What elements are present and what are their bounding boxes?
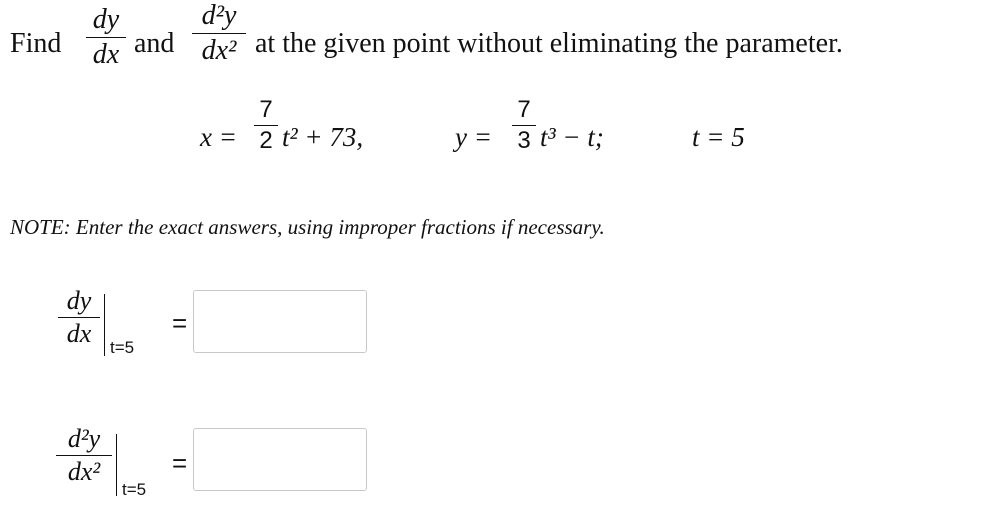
dy-dx-fraction (86, 6, 126, 69)
x-coefficient-fraction (254, 98, 278, 153)
fraction-numerator: dy (92, 4, 120, 35)
fraction-denominator: dx (92, 39, 120, 70)
y-lhs: y = (455, 122, 492, 152)
evaluation-point: t=5 (122, 480, 147, 499)
instruction-text: at the given point without eliminating the parameter. (255, 28, 843, 59)
first-derivative-answer-input[interactable] (193, 290, 367, 353)
answer-dy-dx-fraction (58, 288, 100, 347)
second-derivative-answer-input[interactable] (193, 428, 367, 491)
fraction-denominator: 2 (259, 127, 273, 154)
note-text: NOTE: Enter the exact answers, using improper fractions if necessary. (10, 215, 605, 239)
fraction-numerator: dy (66, 286, 92, 315)
fraction-numerator: d²y (201, 0, 237, 31)
evaluation-bar (104, 294, 105, 356)
fraction-denominator: dx (66, 319, 92, 348)
equals-sign: = (172, 448, 188, 478)
x-lhs: x = (200, 122, 237, 152)
evaluation-point: t=5 (110, 338, 135, 357)
fraction-numerator: 7 (259, 96, 273, 123)
fraction-numerator: 7 (517, 96, 531, 123)
y-coefficient-fraction (512, 98, 536, 153)
x-rhs: t² + 73, (282, 122, 364, 152)
fraction-numerator: d²y (67, 424, 101, 453)
fraction-denominator: 3 (517, 127, 531, 154)
and-word: and (134, 28, 175, 59)
t-value: t = 5 (692, 122, 745, 152)
answer-d2y-dx2-fraction (56, 426, 112, 485)
y-rhs: t³ − t; (540, 122, 604, 152)
evaluation-bar (116, 434, 117, 496)
equals-sign: = (172, 308, 188, 338)
fraction-denominator: dx² (201, 35, 237, 66)
fraction-denominator: dx² (67, 457, 101, 486)
find-word: Find (10, 28, 62, 59)
d2y-dx2-fraction (192, 2, 246, 65)
